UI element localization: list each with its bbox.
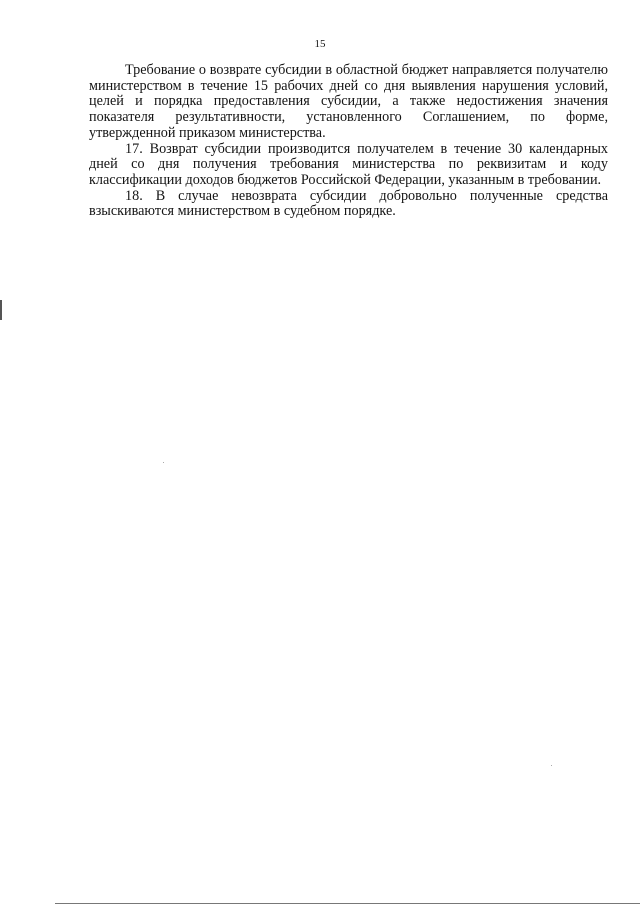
paragraph-18: 18. В случае невозврата субсидии добровольно полученные средства взыскиваются министерством в судебном порядке. bbox=[89, 187, 608, 220]
scan-edge-mark bbox=[0, 300, 2, 320]
page-number: 15 bbox=[314, 38, 326, 50]
document-body bbox=[89, 63, 608, 220]
scan-bottom-edge bbox=[55, 903, 640, 904]
scan-speck bbox=[163, 462, 164, 463]
paragraph-subsidy-return-demand: Требование о возврате субсидии в областной бюджет направляется получателю министерством в течение 15 рабочих дней со дня выявления нарушения условий, целей и порядка предоставления субсидии, а также недостижения значения показателя результативности, установленного Соглашением, по форме, утвержденной приказом министерства. bbox=[89, 62, 608, 141]
paragraph-17: 17. Возврат субсидии производится получателем в течение 30 календарных дней со дня получения требования министерства по реквизитам и коду классификации доходов бюджетов Российской Федерации, указанным в требовании. bbox=[89, 140, 608, 188]
scan-speck bbox=[551, 765, 552, 766]
